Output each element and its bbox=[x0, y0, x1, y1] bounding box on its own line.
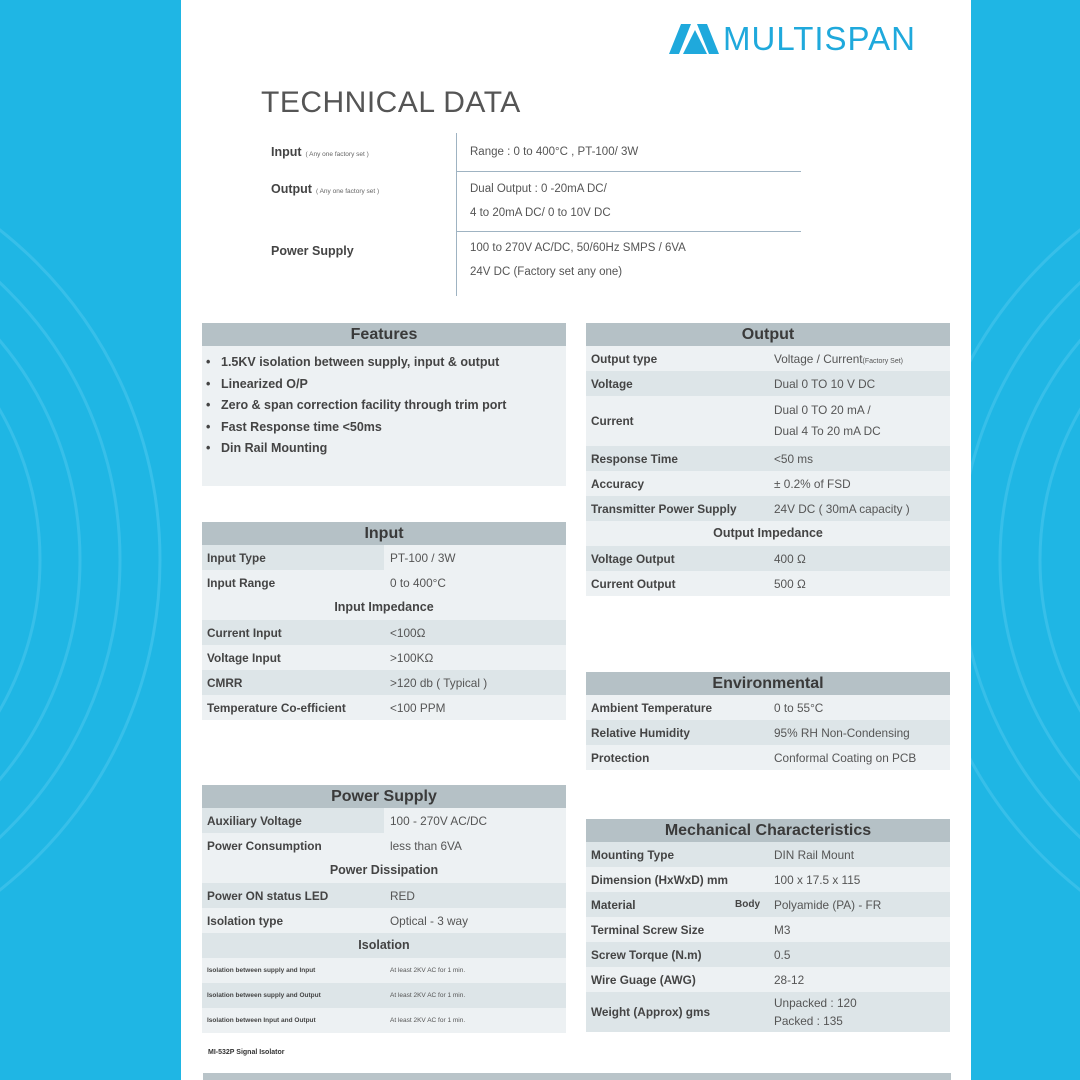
table-row: Transmitter Power Supply 24V DC ( 30mA capacity ) bbox=[586, 496, 950, 521]
power-supply-table bbox=[202, 785, 566, 1033]
input-table bbox=[202, 522, 566, 720]
table-subheading: Power Dissipation bbox=[202, 858, 566, 883]
td-value: Dual Output : 0 -20mA DC/ bbox=[470, 183, 607, 195]
table-row: Voltage Dual 0 TO 10 V DC bbox=[586, 371, 950, 396]
td-note: ( Any one factory set ) bbox=[315, 188, 380, 195]
table-row: Ambient Temperature 0 to 55°C bbox=[586, 695, 950, 720]
table-row: Weight (Approx) gms Unpacked : 120 Packed : 135 bbox=[586, 992, 950, 1032]
multispan-logo-icon bbox=[669, 24, 719, 54]
footer-bar bbox=[203, 1073, 951, 1080]
table-row: Voltage Input >100KΩ bbox=[202, 645, 566, 670]
brand-name: MULTISPAN bbox=[723, 20, 916, 57]
divider bbox=[456, 133, 457, 296]
table-row: Response Time <50 ms bbox=[586, 446, 950, 471]
table-subheading: Isolation bbox=[202, 933, 566, 958]
table-row: Voltage Output 400 Ω bbox=[586, 546, 950, 571]
table-heading: Input bbox=[202, 522, 566, 545]
table-row: Relative Humidity 95% RH Non-Condensing bbox=[586, 720, 950, 745]
table-row: Output type Voltage / Current(Factory Set) bbox=[586, 346, 950, 371]
table-row: Current Input <100Ω bbox=[202, 620, 566, 645]
table-row: Input Type PT-100 / 3W bbox=[202, 545, 566, 570]
table-row: Isolation type Optical - 3 way bbox=[202, 908, 566, 933]
table-row: Temperature Co-efficient <100 PPM bbox=[202, 695, 566, 720]
table-row: Terminal Screw Size M3 bbox=[586, 917, 950, 942]
table-row: Power Consumption less than 6VA bbox=[202, 833, 566, 858]
page-title: TECHNICAL DATA bbox=[261, 86, 521, 119]
output-table bbox=[586, 323, 950, 596]
list-item: • 1.5KV isolation between supply, input & output bbox=[206, 355, 500, 369]
table-row: Isolation between supply and Input At least 2KV AC for 1 min. bbox=[202, 958, 566, 983]
table-row: CMRR >120 db ( Typical ) bbox=[202, 670, 566, 695]
table-heading: Power Supply bbox=[202, 785, 566, 808]
td-value: 100 to 270V AC/DC, 50/60Hz SMPS / 6VA bbox=[470, 242, 686, 254]
mechanical-table bbox=[586, 819, 950, 1032]
divider bbox=[456, 231, 801, 232]
td-value: Range : 0 to 400°C , PT-100/ 3W bbox=[470, 146, 639, 158]
table-row: Screw Torque (N.m) 0.5 bbox=[586, 942, 950, 967]
material-body-note: Body bbox=[735, 899, 760, 910]
td-label: Output bbox=[271, 182, 312, 196]
table-subheading: Input Impedance bbox=[202, 595, 566, 620]
table-row: Dimension (HxWxD) mm 100 x 17.5 x 115 bbox=[586, 867, 950, 892]
table-row: Input Range 0 to 400°C bbox=[202, 570, 566, 595]
table-row: Isolation between supply and Output At least 2KV AC for 1 min. bbox=[202, 983, 566, 1008]
list-item: • Linearized O/P bbox=[206, 376, 308, 391]
table-row: Current Output 500 Ω bbox=[586, 571, 950, 596]
table-heading: Environmental bbox=[586, 672, 950, 695]
td-value: 4 to 20mA DC/ 0 to 10V DC bbox=[470, 207, 611, 219]
table-heading: Features bbox=[202, 323, 566, 346]
table-row: Wire Guage (AWG) 28-12 bbox=[586, 967, 950, 992]
table-row: Mounting Type DIN Rail Mount bbox=[586, 842, 950, 867]
table-row: Protection Conformal Coating on PCB bbox=[586, 745, 950, 770]
table-heading: Output bbox=[586, 323, 950, 346]
table-row: Power ON status LED RED bbox=[202, 883, 566, 908]
footer-model-note: MI-532P Signal Isolator bbox=[208, 1049, 285, 1056]
td-value: 24V DC (Factory set any one) bbox=[470, 266, 623, 278]
table-row: Accuracy ± 0.2% of FSD bbox=[586, 471, 950, 496]
list-item: • Fast Response time <50ms bbox=[206, 419, 382, 434]
list-item: • Din Rail Mounting bbox=[206, 441, 328, 455]
technical-data-summary bbox=[269, 133, 804, 296]
table-subheading: Output Impedance bbox=[586, 521, 950, 546]
features-table bbox=[202, 323, 566, 486]
table-row: Isolation between Input and Output At least 2KV AC for 1 min. bbox=[202, 1008, 566, 1033]
list-item: • Zero & span correction facility through trim port bbox=[206, 398, 507, 412]
brand-logo bbox=[669, 22, 916, 56]
datasheet-page bbox=[181, 0, 971, 1080]
table-row: Current Dual 0 TO 20 mA / Dual 4 To 20 mA DC bbox=[586, 396, 950, 446]
factory-set-note: (Factory Set) bbox=[862, 357, 903, 365]
divider bbox=[456, 171, 801, 172]
table-row: Material Body Polyamide (PA) - FR bbox=[586, 892, 950, 917]
td-label: Input bbox=[271, 145, 302, 159]
td-note: ( Any one factory set ) bbox=[305, 151, 369, 158]
environmental-table bbox=[586, 672, 950, 770]
table-heading: Mechanical Characteristics bbox=[586, 819, 950, 842]
td-label: Power Supply bbox=[271, 244, 354, 258]
table-row: Auxiliary Voltage 100 - 270V AC/DC bbox=[202, 808, 566, 833]
